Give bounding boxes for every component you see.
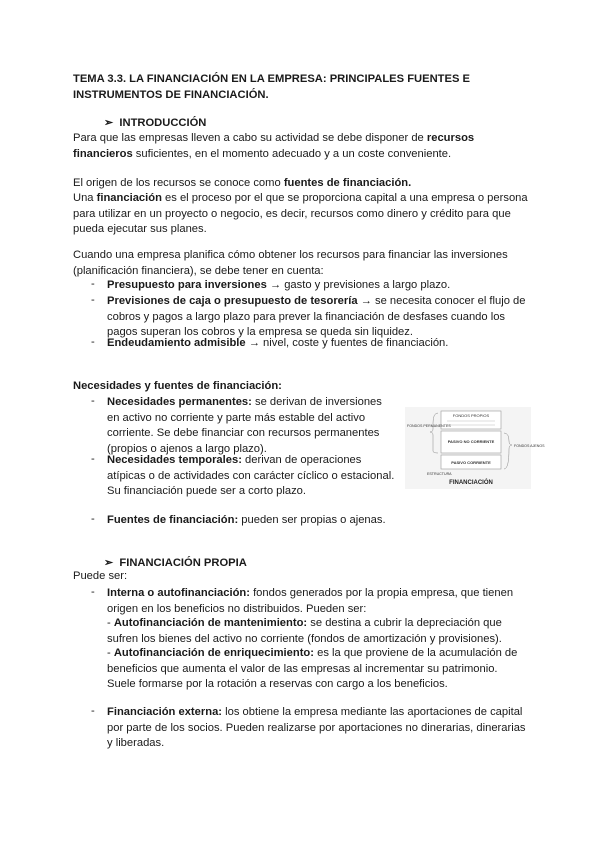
caption-small: ESTRUCTURA xyxy=(427,472,452,476)
arrow-bullet-icon: ➢ xyxy=(104,117,114,129)
list-item: Endeudamiento admisible → nivel, coste y fuentes de financiación. xyxy=(107,337,449,349)
document-page: TEMA 3.3. LA FINANCIACIÓN EN LA EMPRESA: PRINCIPALES FUENTES E INSTRUMENTOS DE FINANCIACIÓN. ➢ INTRODUCCIÓN Para que las empresas lleven a cabo su actividad se debe disponer de recursos financieros suficientes, en el momento adecuado y a un coste conveniente. El origen de los recursos se conoce como fuentes de financiación. Una financiación es el proceso por el que se proporciona capital a una empresa o persona para utilizar en un proyecto o negocio, es decir, recursos como dinero y crédito para que pueda ejecutar sus planes. Cuando una empresa planifica cómo obtener los recursos para financiar las inversiones (planificación financiera), se debe tener en cuenta: - Presupuesto para inversiones → gasto y previsiones a largo plazo. - Previsiones de caja o presupuesto de tesorería → se necesita conocer el flujo de cobros y pagos a largo plazo para prever la financiación de desfases cuando los pagos superan los cobros y la empresa se queda sin liquidez. - Endeudamiento admisible → nivel, coste y fuentes de financiación. Necesidades y fuentes de financiación: - Necesidades permanentes: se derivan de inversiones en activo no corriente y parte más estable del activo corriente. Se debe financiar con recursos permanentes (propios o ajenos a largo plazo). - Necesidades temporales: derivan de operaciones atípicas o de actividades con carácter cíclico o estacional. Su financiación puede ser a corto plazo. - Fuentes de financiación: pueden ser propias o ajenas. FONDOS PROPIOS PASIVO NO CORRIENTE PASIVO CORRIENTE FONDOS PERMANENTES FONDOS AJENOS ESTRUCTURA FINANCIACIÓN ➢ FINANCIACIÓN PROPIA Puede ser: - Interna o autofinanciación: fondos generados por la propia empresa, que tienen origen en los beneficios no distribuidos. Pueden ser: - Autofinanciación de mantenimiento: se destina a cubrir la depreciación que sufren los bienes del activo no corriente (fondos de amortización y provisiones). - Autofinanciación de enriquecimiento: es la que proviene de la acumulación de beneficios que aumenta el valor de las empresas al incrementar su patrimonio. Suele formarse por la rotación a reservas con cargo a los beneficios. - Financiación externa: los obtiene la empresa mediante las aportaciones de capital por parte de los socios. Pueden realizarse por aportaciones no dinerarias, dinerarias y liberadas. xyxy=(0,0,600,848)
right-label: FONDOS AJENOS xyxy=(514,444,545,448)
intro-heading-text: INTRODUCCIÓN xyxy=(119,117,207,129)
intro-paragraph-2: El origen de los recursos se conoce como fuentes de financiación. xyxy=(73,177,412,189)
sub-item: - Autofinanciación de enriquecimiento: es la que proviene de la acumulación de beneficios que aumenta el valor de las empresas al incrementar su patrimonio. Suele formarse por la rotación a reservas con cargo a los beneficios. xyxy=(107,647,518,690)
left-label: FONDOS PERMANENTES xyxy=(407,424,451,428)
list-item: Necesidades temporales: derivan de operaciones atípicas o de actividades con carácter cíclico o estacional. Su financiación puede ser a corto plazo. xyxy=(107,454,395,497)
list-item: Financiación externa: los obtiene la empresa mediante las aportaciones de capital por parte de los socios. Pueden realizarse por aportaciones no dinerarias, dinerarias y liberadas. xyxy=(107,706,526,749)
intro-paragraph-1: Para que las empresas lleven a cabo su actividad se debe disponer de recursos financieros suficientes, en el momento adecuado y a un coste conveniente. xyxy=(73,132,475,160)
list-item: Previsiones de caja o presupuesto de tesorería → se necesita conocer el flujo de cobros y pagos a largo plazo para prever la financiación de desfases cuando los pagos superan los cobros y la empresa se queda sin liquidez. xyxy=(107,295,526,338)
sub-item: - Autofinanciación de mantenimiento: se destina a cubrir la depreciación que sufren los bienes del activo no corriente (fondos de amortización y provisiones). xyxy=(107,617,502,645)
needs-heading: Necesidades y fuentes de financiación: xyxy=(73,380,282,392)
own-heading-text: FINANCIACIÓN PROPIA xyxy=(119,557,247,569)
intro-paragraph-3: Una financiación es el proceso por el que se proporciona capital a una empresa o persona para utilizar en un proyecto o negocio, es decir, recursos como dinero y crédito para que pueda ejecutar sus planes. xyxy=(73,192,528,235)
top-box-label: FONDOS PROPIOS xyxy=(452,413,490,418)
arrow-bullet-icon: ➢ xyxy=(104,557,114,569)
list-item: Fuentes de financiación: pueden ser propias o ajenas. xyxy=(107,514,386,526)
bottom-box-label: PASIVO CORRIENTE xyxy=(451,460,491,465)
list-item: Presupuesto para inversiones → gasto y previsiones a largo plazo. xyxy=(107,279,451,291)
mid-box-label: PASIVO NO CORRIENTE xyxy=(447,439,495,444)
financing-structure-figure xyxy=(405,407,545,489)
document-title: TEMA 3.3. LA FINANCIACIÓN EN LA EMPRESA: PRINCIPALES FUENTES E INSTRUMENTOS DE FINANCIACIÓN. xyxy=(73,73,470,101)
list-item: Interna o autofinanciación: fondos generados por la propia empresa, que tienen origen en los beneficios no distribuidos. Pueden ser: xyxy=(107,587,514,615)
list-item: Necesidades permanentes: se derivan de inversiones en activo no corriente y parte más estable del activo corriente. Se debe financiar con recursos permanentes (propios o ajenos a largo plazo). xyxy=(107,396,382,455)
own-heading xyxy=(104,556,247,569)
caption: FINANCIACIÓN xyxy=(449,480,493,486)
intro-paragraph-4: Cuando una empresa planifica cómo obtener los recursos para financiar las inversiones (planificación financiera), se debe tener en cuenta: xyxy=(73,249,508,277)
intro-heading xyxy=(104,116,206,129)
own-lead: Puede ser: xyxy=(73,570,128,582)
